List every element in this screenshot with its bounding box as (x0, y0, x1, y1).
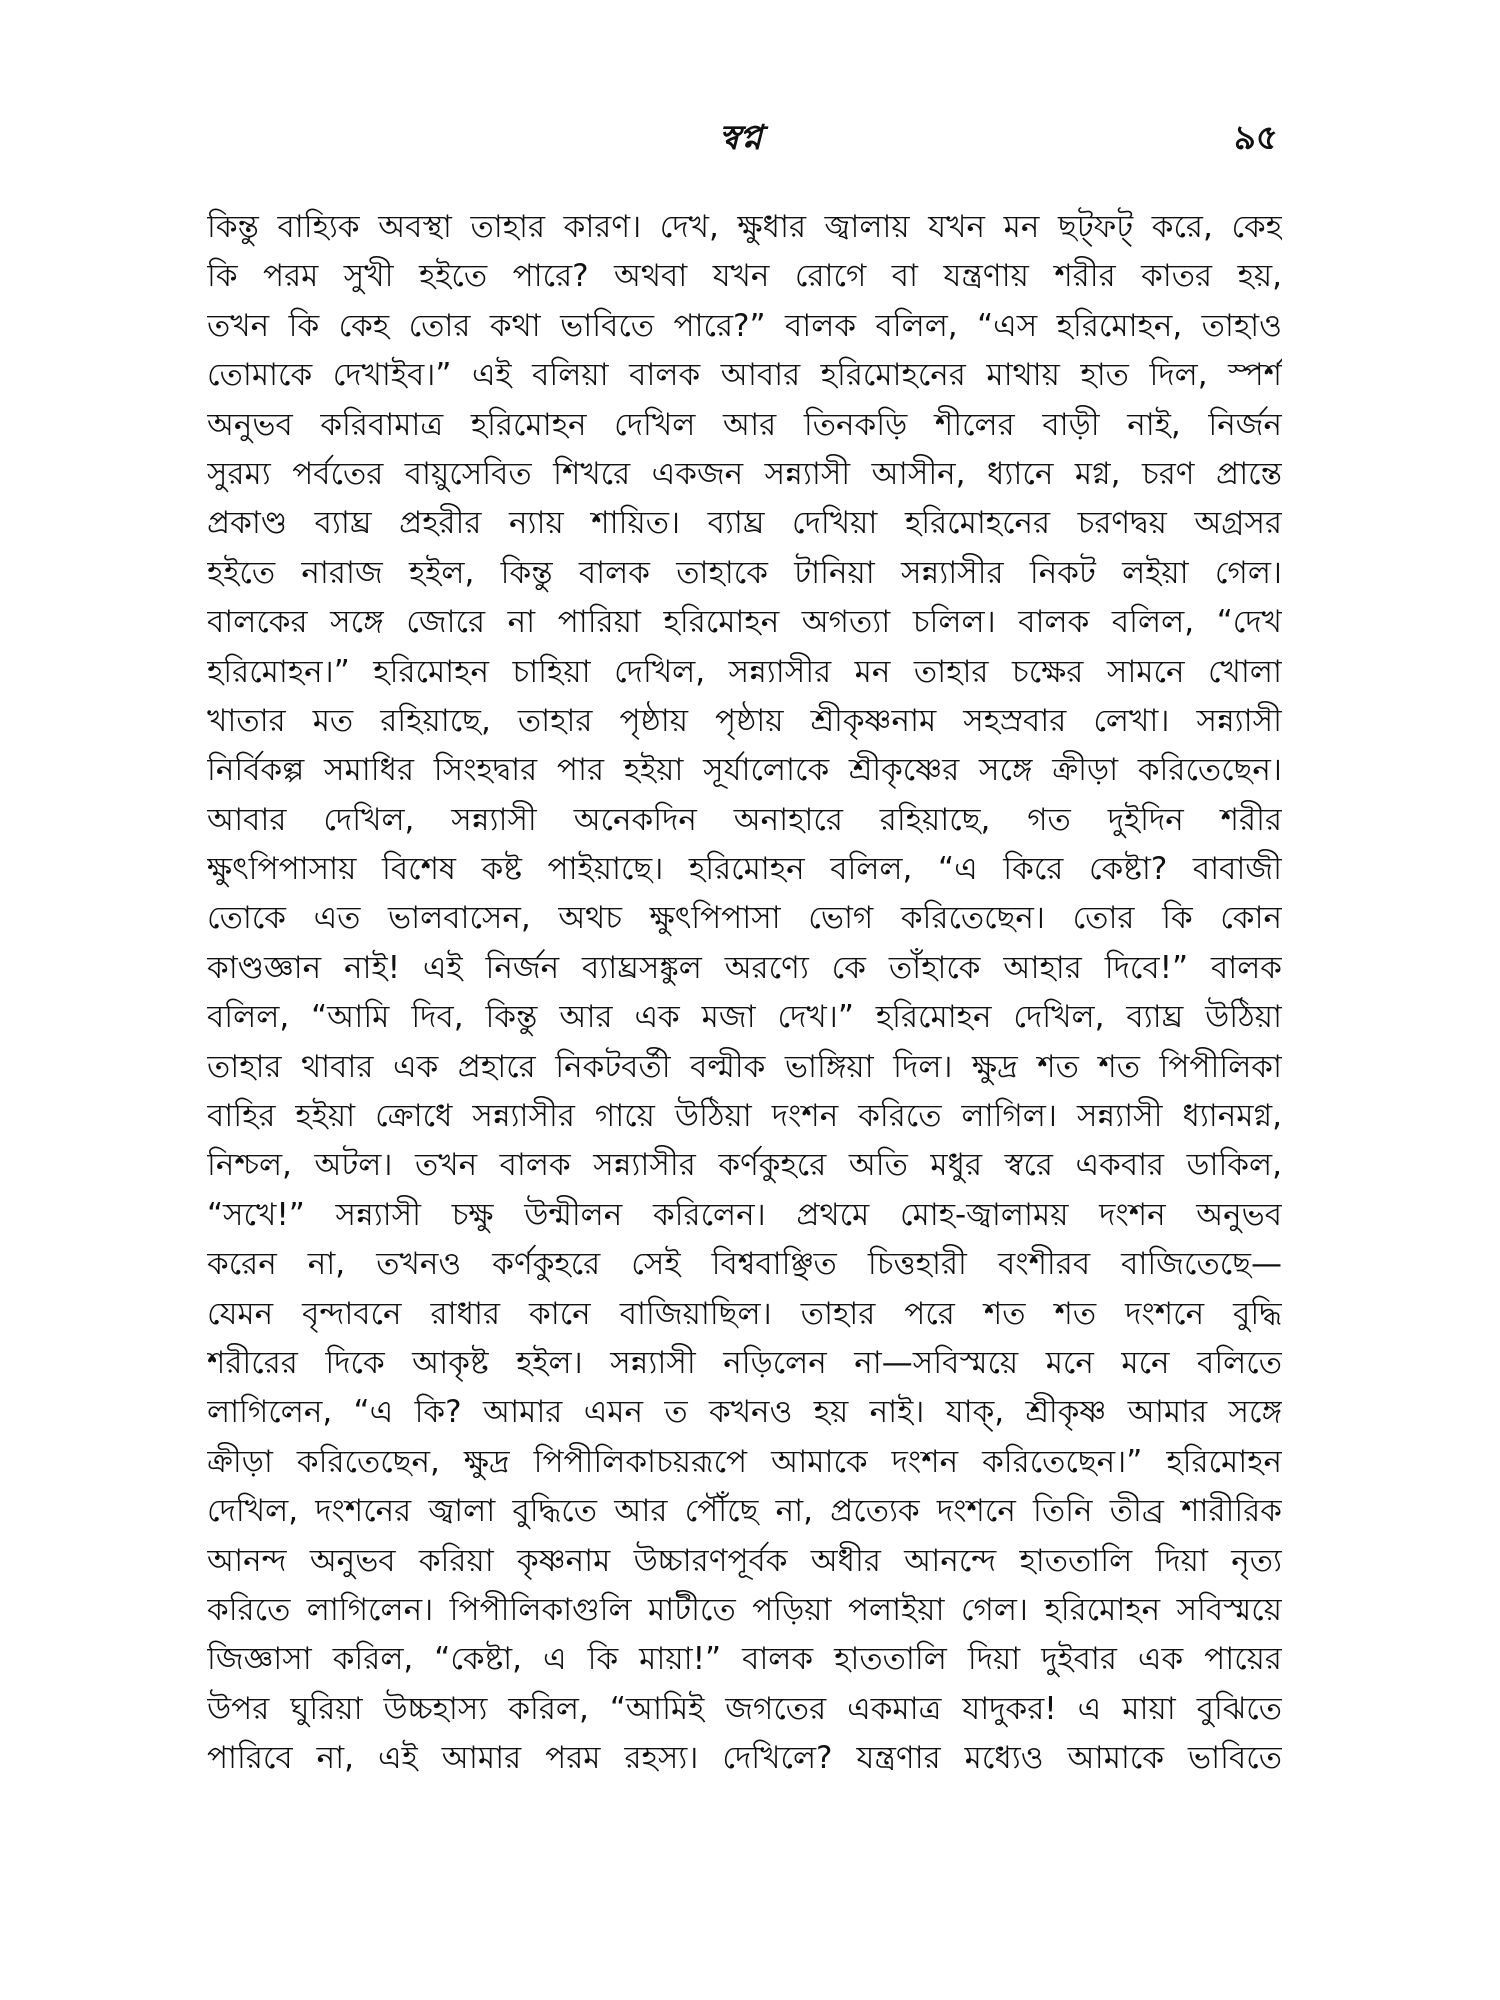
text-line: বালকের সঙ্গে জোরে না পারিয়া হরিমোহন অগত্যা চলিল। বালক বলিল, “দেখ (207, 604, 1282, 641)
text-line: তোমাকে দেখাইব।” এই বলিয়া বালক আবার হরিমোহনের মাথায় হাত দিল, স্পর্শ (207, 357, 1282, 394)
text-line: নির্বিকল্প সমাধির সিংহদ্বার পার হইয়া সূর্যালোকে শ্রীকৃষ্ণের সঙ্গে ক্রীড়া করিতেছেন। (207, 752, 1282, 789)
text-line: বলিল, “আমি দিব, কিন্তু আর এক মজা দেখ।” হরিমোহন দেখিল, ব্যাঘ্র উঠিয়া (207, 999, 1282, 1036)
page-number: ৯৫ (1233, 118, 1278, 158)
text-line: অনুভব করিবামাত্র হরিমোহন দেখিল আর তিনকড়ি শীলের বাড়ী নাই, নির্জন (207, 406, 1282, 443)
text-line: কি পরম সুখী হইতে পারে? অথবা যখন রোগে বা যন্ত্রণায় শরীর কাতর হয়, (207, 258, 1282, 295)
text-line: আবার দেখিল, সন্ন্যাসী অনেকদিন অনাহারে রহিয়াছে, গত দুইদিন শরীর (207, 801, 1282, 838)
text-line: খাতার মত রহিয়াছে, তাহার পৃষ্ঠায় পৃষ্ঠায় শ্রীকৃষ্ণনাম সহস্রবার লেখা। সন্ন্যাসী (207, 702, 1282, 739)
text-line: কাণ্ডজ্ঞান নাই! এই নির্জন ব্যাঘ্রসঙ্কুল অরণ্যে কে তাঁহাকে আহার দিবে!” বালক (207, 949, 1282, 986)
text-line: নিশ্চল, অটল। তখন বালক সন্ন্যাসীর কর্ণকুহরে অতি মধুর স্বরে একবার ডাকিল, (207, 1147, 1282, 1184)
text-line: বাহির হইয়া ক্রোধে সন্ন্যাসীর গায়ে উঠিয়া দংশন করিতে লাগিল। সন্ন্যাসী ধ্যানমগ্ন, (207, 1098, 1282, 1135)
text-line: কিন্তু বাহ্যিক অবস্থা তাহার কারণ। দেখ, ক্ষুধার জ্বালায় যখন মন ছট্‌ফট্‌ করে, কেহ (207, 209, 1282, 245)
text-line: করিতে লাগিলেন। পিপীলিকাগুলি মাটীতে পড়িয়া পলাইয়া গেল। হরিমোহন সবিস্ময়ে (207, 1591, 1282, 1628)
text-line: ক্রীড়া করিতেছেন, ক্ষুদ্র পিপীলিকাচয়রূপে আমাকে দংশন করিতেছেন।” হরিমোহন (207, 1443, 1282, 1480)
text-line: হরিমোহন।” হরিমোহন চাহিয়া দেখিল, সন্ন্যাসীর মন তাহার চক্ষের সামনে খোলা (207, 653, 1282, 690)
text-line: দেখিল, দংশনের জ্বালা বুদ্ধিতে আর পৌঁছে না, প্রত্যেক দংশনে তিনি তীব্র শারীরিক (207, 1493, 1282, 1530)
text-line: সুরম্য পর্বতের বায়ুসেবিত শিখরে একজন সন্ন্যাসী আসীন, ধ্যানে মগ্ন, চরণ প্রান্তে (207, 455, 1282, 492)
text-line: যেমন বৃন্দাবনে রাধার কানে বাজিয়াছিল। তাহার পরে শত শত দংশনে বুদ্ধি (207, 1295, 1282, 1332)
text-line: লাগিলেন, “এ কি? আমার এমন ত কখনও হয় নাই। যাক্‌, শ্রীকৃষ্ণ আমার সঙ্গে (207, 1394, 1282, 1431)
chapter-title: স্বপ্ন (718, 118, 763, 158)
body-text (207, 203, 1282, 1784)
text-line: তোকে এত ভালবাসেন, অথচ ক্ষুৎপিপাসা ভোগ করিতেছেন। তোর কি কোন (207, 900, 1282, 937)
text-line: তাহার থাবার এক প্রহারে নিকটবর্তী বল্মীক ভাঙ্গিয়া দিল। ক্ষুদ্র শত শত পিপীলিকা (207, 1048, 1282, 1085)
text-line: “সখে!” সন্ন্যাসী চক্ষু উন্মীলন করিলেন। প্রথমে মোহ-জ্বালাময় দংশন অনুভব (207, 1196, 1282, 1233)
text-line: আনন্দ অনুভব করিয়া কৃষ্ণনাম উচ্চারণপূর্বক অধীর আনন্দে হাততালি দিয়া নৃত্য (207, 1542, 1282, 1579)
text-line: প্রকাণ্ড ব্যাঘ্র প্রহরীর ন্যায় শায়িত। ব্যাঘ্র দেখিয়া হরিমোহনের চরণদ্বয় অগ্রসর (207, 505, 1282, 542)
text-line: উপর ঘুরিয়া উচ্চহাস্য করিল, “আমিই জগতের একমাত্র যাদুকর! এ মায়া বুঝিতে (207, 1690, 1282, 1727)
text-line: করেন না, তখনও কর্ণকুহরে সেই বিশ্ববাঞ্ছিত চিত্তহারী বংশীরব বাজিতেছে— (207, 1246, 1282, 1283)
text-line: শরীরের দিকে আকৃষ্ট হইল। সন্ন্যাসী নড়িলেন না—সবিস্ময়ে মনে মনে বলিতে (207, 1344, 1282, 1381)
text-line: তখন কি কেহ তোর কথা ভাবিতে পারে?” বালক বলিল, “এস হরিমোহন, তাহাও (207, 307, 1282, 344)
text-line: হইতে নারাজ হইল, কিন্তু বালক তাহাকে টানিয়া সন্ন্যাসীর নিকট লইয়া গেল। (207, 554, 1282, 591)
running-head (203, 112, 1278, 162)
text-line: জিজ্ঞাসা করিল, “কেষ্টা, এ কি মায়া!” বালক হাততালি দিয়া দুইবার এক পায়ের (207, 1641, 1282, 1678)
text-line: পারিবে না, এই আমার পরম রহস্য। দেখিলে? যন্ত্রণার মধ্যেও আমাকে ভাবিতে (207, 1740, 1282, 1777)
text-line: ক্ষুৎপিপাসায় বিশেষ কষ্ট পাইয়াছে। হরিমোহন বলিল, “এ কিরে কেষ্টা? বাবাজী (207, 851, 1282, 888)
